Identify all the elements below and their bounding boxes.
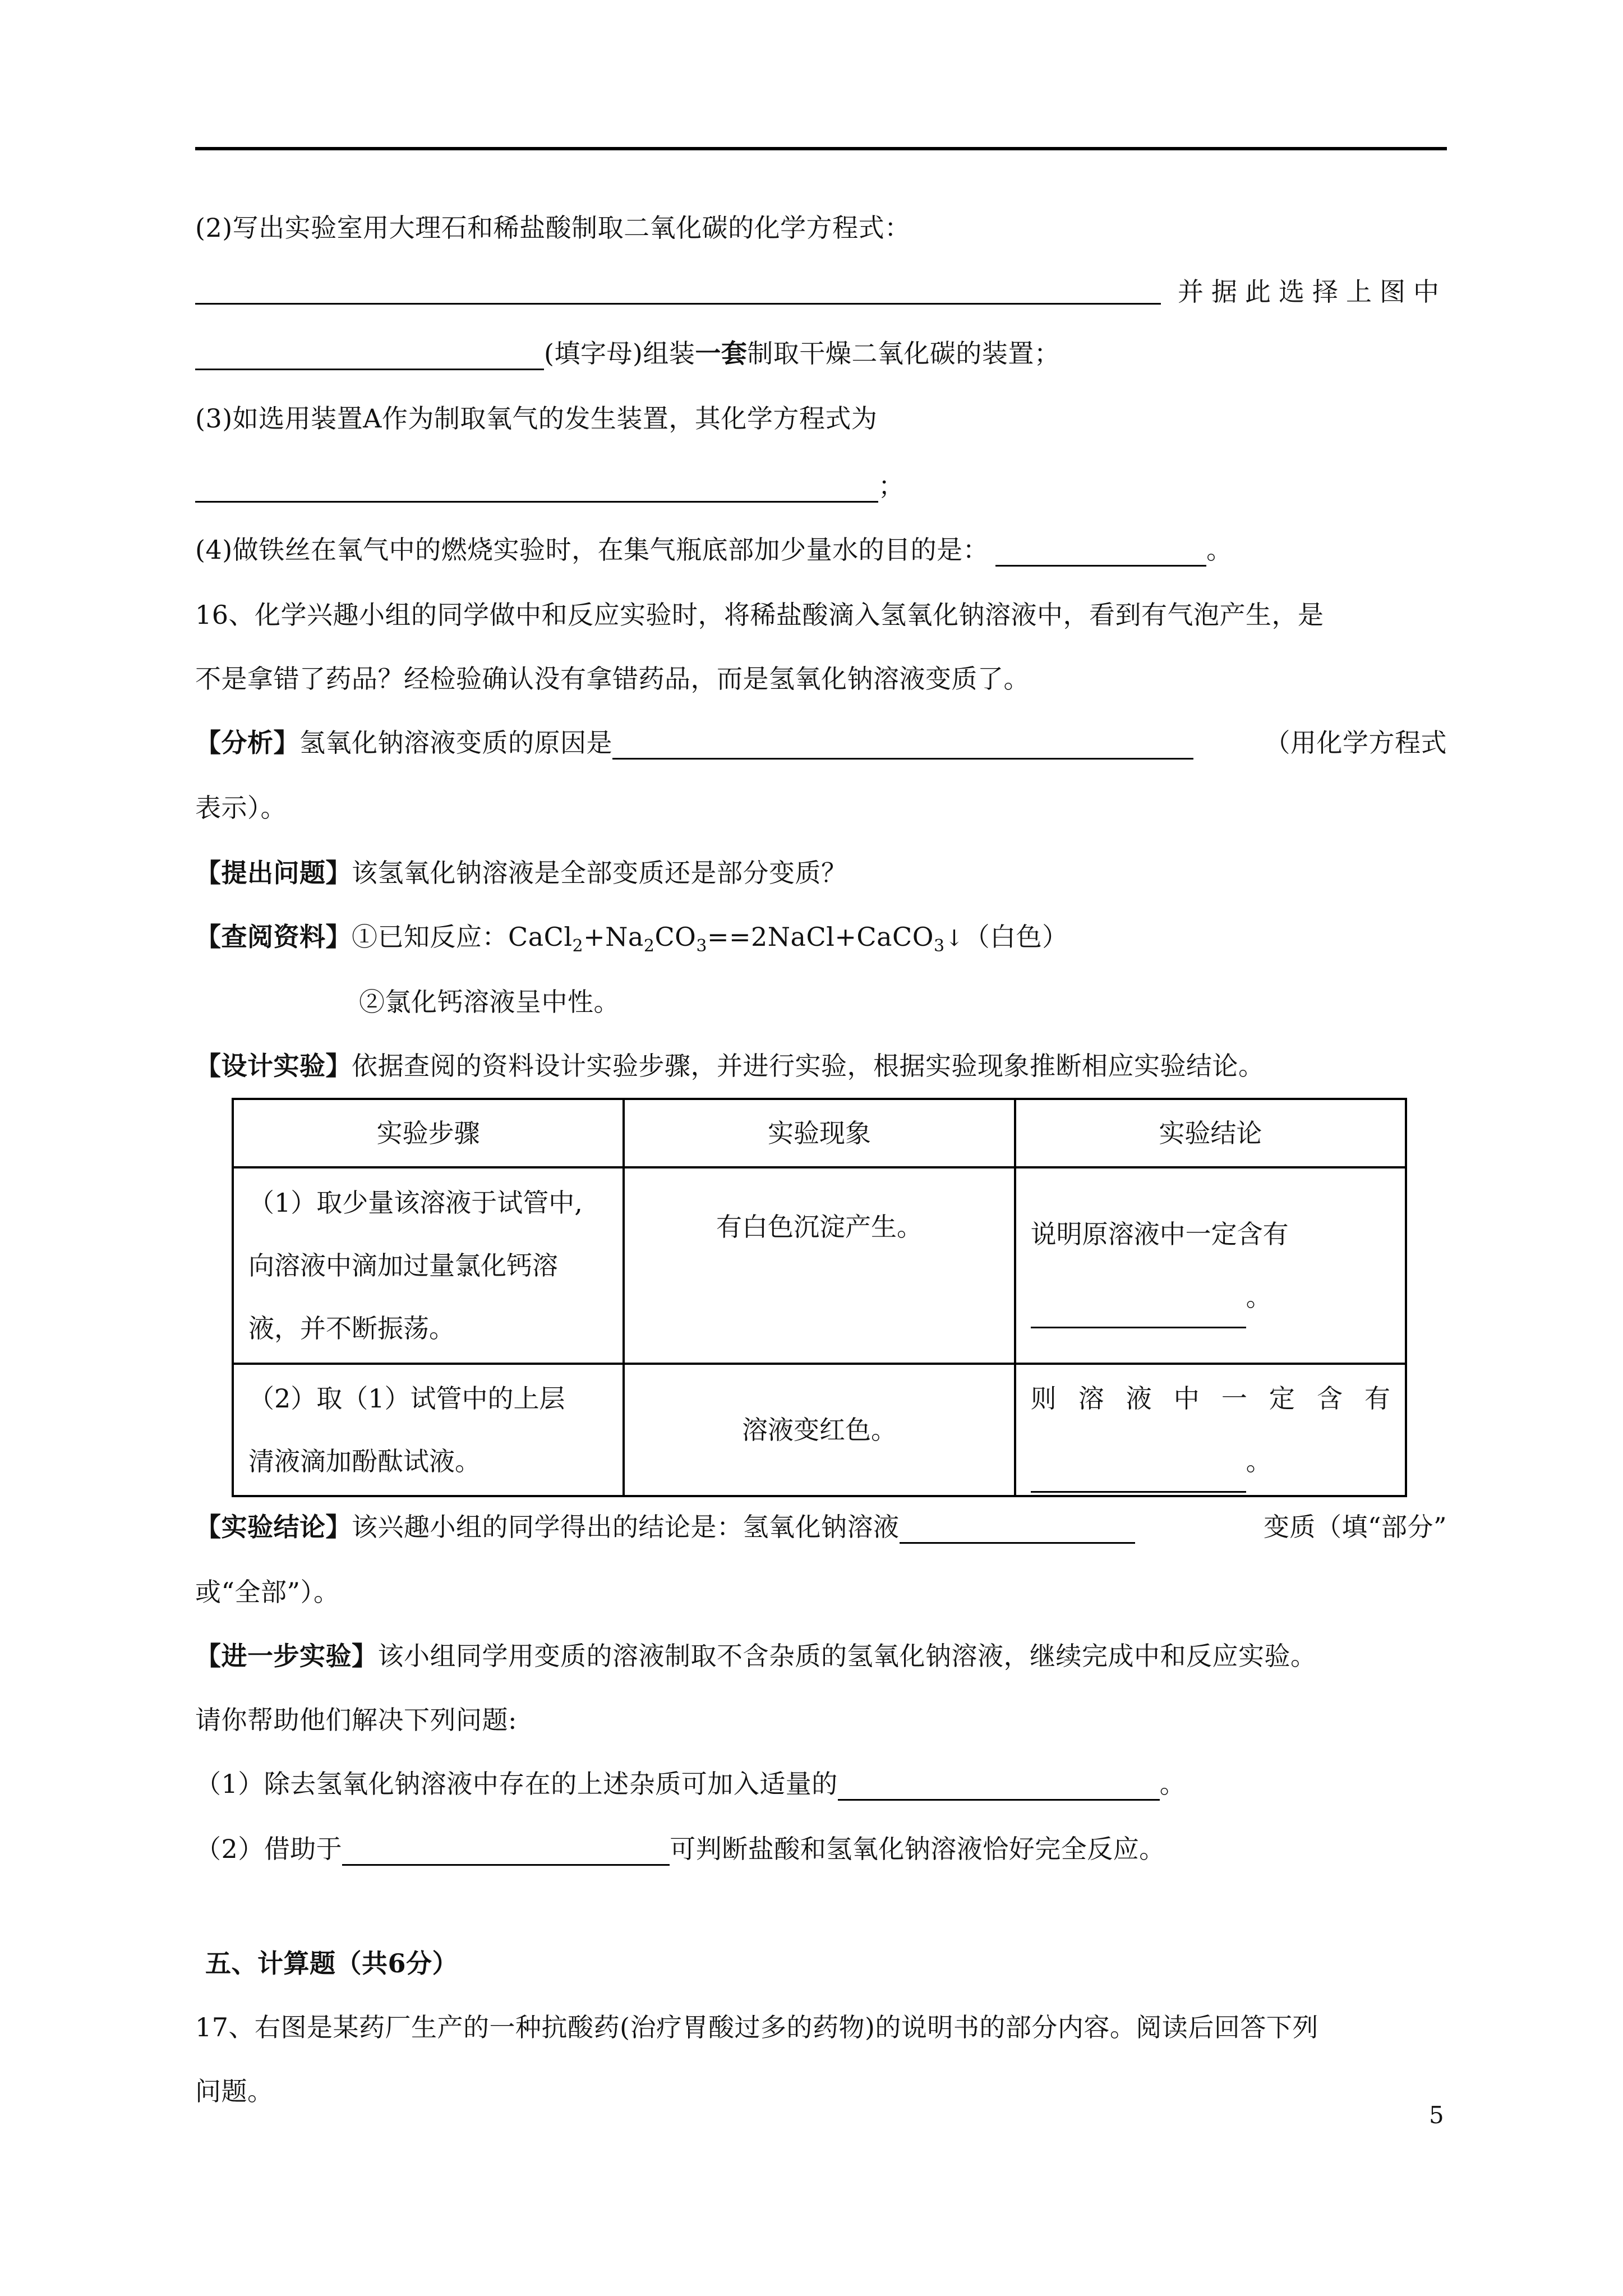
conclusion-spread-text: 则 溶 液 中 一 定 含 有 [1030,1383,1390,1414]
q16-question-line: 【提出问题】该氢氧化钠溶液是全部变质还是部分变质？ [195,858,847,888]
answer-blank[interactable] [838,1771,1160,1801]
q16-conclusion-line2: 或“全部”）。 [195,1577,340,1607]
table-header-step: 实验步骤 [233,1099,624,1167]
table-row [233,1364,1406,1496]
table-cell-conclusion: 则 溶 液 中 一 定 含 有 。 [1015,1364,1406,1496]
answer-blank[interactable] [195,341,544,370]
table-cell-phenomenon: 有白色沉淀产生。 [624,1167,1015,1364]
precipitate-arrow-icon: ↓ [944,926,964,951]
experiment-table [232,1098,1407,1497]
q15-part2-prompt: (2)写出实验室用大理石和稀盐酸制取二氧化碳的化学方程式： [195,213,911,243]
q16-analysis-line: 【分析】氢氧化钠溶液变质的原因是 （用化学方程式 [195,726,1447,760]
answer-blank[interactable] [995,537,1206,567]
header-rule [195,147,1447,150]
page-number: 5 [1429,2101,1444,2129]
table-cell-step: （2）取（1）试管中的上层 清液滴加酚酞试液。 [233,1364,624,1496]
table-header-phenomenon: 实验现象 [624,1099,1015,1167]
table-row [233,1167,1406,1364]
q17-line2: 问题。 [195,2076,274,2106]
q16-reference-line1: 【查阅资料】①已知反应：$CaCl_2+Na_2CO_3==2NaCl+CaCO_3↓$（白色） [195,922,1068,956]
table-header-conclusion: 实验结论 [1015,1099,1406,1167]
table-cell-step: （1）取少量该溶液于试管中, 向溶液中滴加过量氯化钙溶 液，并不断振荡。 [233,1167,624,1364]
q15-part4-line: (4)做铁丝在氧气中的燃烧实验时，在集气瓶底部加少量水的目的是： 。 [195,533,1447,567]
answer-blank[interactable] [1031,1463,1246,1493]
q16-analysis-line2: 表示）。 [195,793,287,823]
table-header-row [233,1099,1406,1167]
q16-further-line2: 请你帮助他们解决下列问题: [195,1705,517,1735]
q16-intro-line2: 不是拿错了药品？经检验确认没有拿错药品，而是氢氧化钠溶液变质了。 [195,664,1030,694]
q16-intro-line1: 16、化学兴趣小组的同学做中和反应实验时，将稀盐酸滴入氢氧化钠溶液中，看到有气泡产生，是 [195,600,1324,630]
answer-blank[interactable] [1031,1299,1246,1328]
answer-blank[interactable] [612,730,1193,760]
q16-reference-line2: ②氯化钙溶液呈中性。 [359,987,620,1017]
answer-blank[interactable] [195,473,878,503]
q15-part3-prompt: (3)如选用装置A作为制取氧气的发生装置，其化学方程式为 [195,403,878,434]
answer-blank[interactable] [342,1836,670,1866]
answer-blank[interactable] [900,1514,1135,1544]
q15-part3-answer-line: ； [195,469,1447,503]
q16-further-q1: （1）除去氢氧化钠溶液中存在的上述杂质可加入适量的 。 [195,1767,1447,1801]
section5-title: 五、计算题（共6分） [205,1948,459,1978]
table-cell-conclusion: 说明原溶液中一定含有 。 [1015,1167,1406,1364]
q17-line1: 17、右图是某药厂生产的一种抗酸药(治疗胃酸过多的药物)的说明书的部分内容。阅读后回答下列 [195,2012,1318,2042]
q16-conclusion-line: 【实验结论】该兴趣小组的同学得出的结论是：氢氧化钠溶液 变质（填“部分” [195,1510,1447,1544]
table-cell-phenomenon: 溶液变红色。 [624,1364,1015,1496]
q15-part2-apparatus-line: (填字母)组装一套制取干燥二氧化碳的装置； [195,337,1447,370]
answer-blank[interactable] [195,275,1161,305]
q16-further-line1: 【进一步实验】该小组同学用变质的溶液制取不含杂质的氢氧化钠溶液，继续完成中和反应实验。 [195,1641,1317,1671]
q16-design-line: 【设计实验】依据查阅的资料设计实验步骤，并进行实验，根据实验现象推断相应实验结论。 [195,1051,1265,1081]
q16-further-q2: （2）借助于 可判断盐酸和氢氧化钠溶液恰好完全反应。 [195,1832,1447,1866]
q15-part2-answer-line: 并据此选择上图中 [195,275,1447,309]
